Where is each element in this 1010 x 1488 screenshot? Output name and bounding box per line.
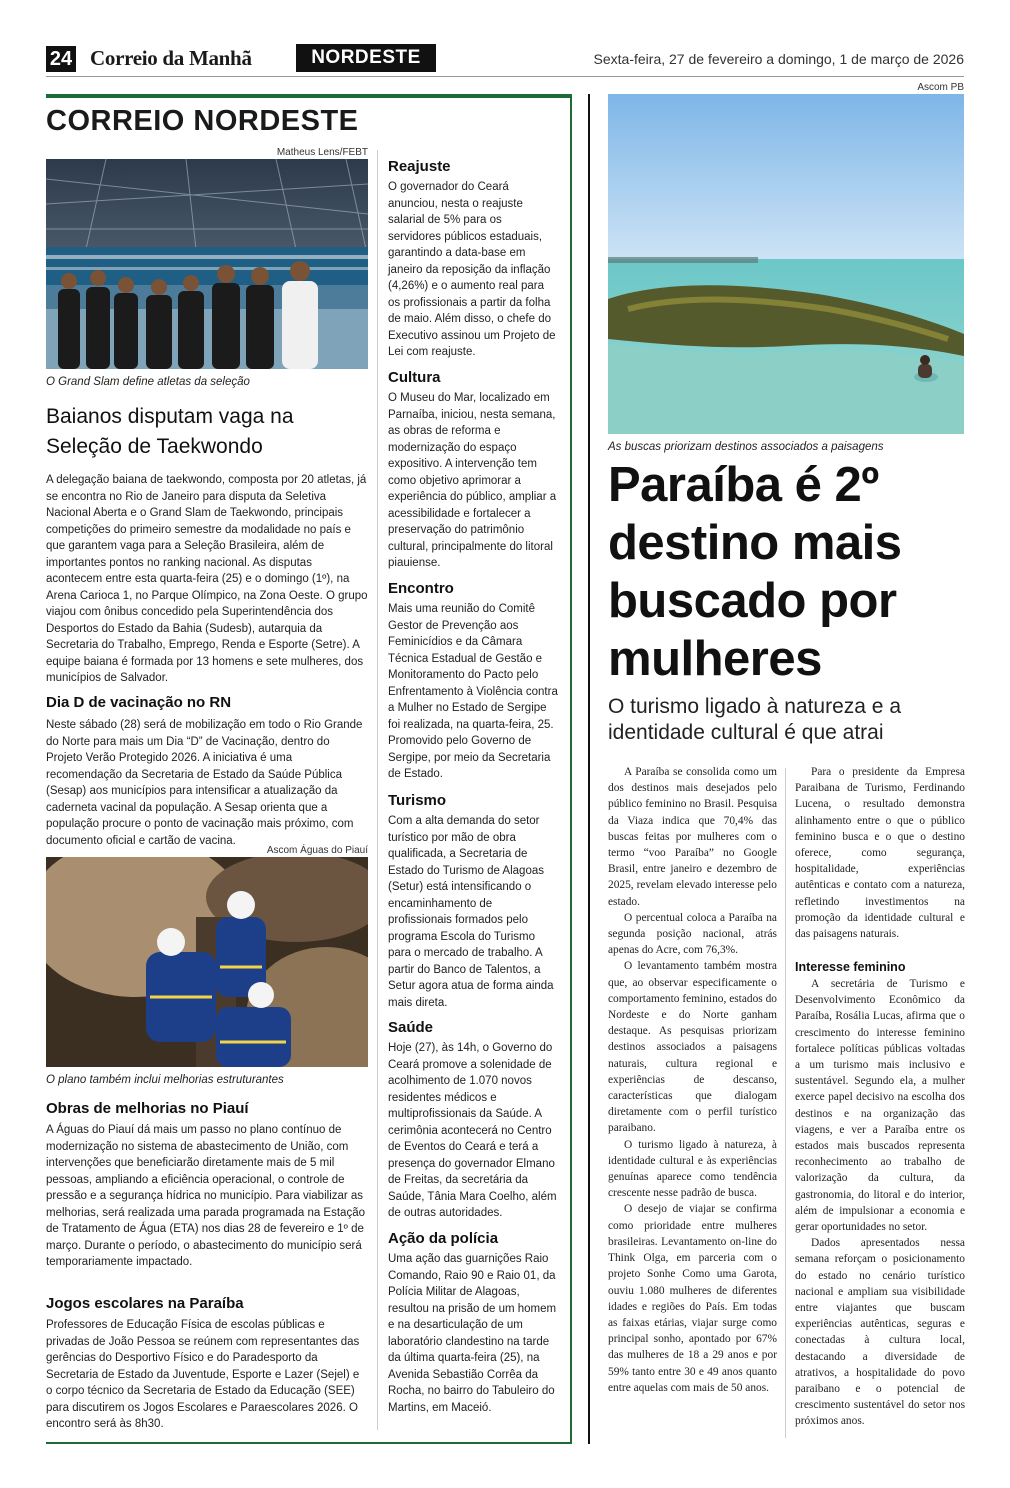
- header-rule: [46, 76, 964, 77]
- photo2-credit: Ascom Águas do Piauí: [266, 845, 368, 856]
- story-paragraph: O desejo de viajar se confirma como prioridade entre mulheres brasileiras. Levantamento on-line do Think Olga, em parceria com o projeto Sonhe Como uma Garota, ouviu 1.080 mulheres de diferentes idades e regiões do País. Em todas as faixas etárias, viajar surge como principal sonho, apontado por 67% das mulheres de 18 a 29 anos e por 59% tanto entre 30 e 49 anos quanto entre aquelas com mais de 50 anos.: [608, 1203, 777, 1394]
- story-paragraph: O levantamento também mostra que, ao observar especificamente o comportamento feminino, estados do Nordeste e do Norte ganham destaque. As pesquisas priorizam destinos associados a paisagens naturais, cultura regional e experiências de descanso, características que dialogam diretamente com o perfil turístico paraibano.: [608, 960, 777, 1135]
- brief-reajuste-body: O governador do Ceará anunciou, nesta o reajuste salarial de 5% para os servidores públicos estaduais, garantindo a data-base em janeiro da reposição da inflação (4,26%) e o aumento real para os profissionais a partir da folha de maio. Além disso, o chefe do Executivo assinou um Projeto de Lei com reajuste.: [388, 181, 556, 358]
- box-title: CORREIO NORDESTE: [46, 105, 359, 137]
- story-column-divider: [785, 768, 786, 1438]
- story-column-2a: [795, 764, 965, 942]
- brief-reajuste-title: Reajuste: [388, 158, 451, 175]
- brief-cultura-body: O Museu do Mar, localizado em Parnaíba, iniciou, nesta semana, as obras de reforma e modernização do espaço expositivo. A intervenção tem como objetivo aprimorar a experiência do público, ampliar a acessibilidade e fortalecer a preservação do patrimônio cultural, principalmente do litoral piauiense.: [388, 392, 557, 569]
- dateline: Sexta-feira, 27 de fevereiro a domingo, 1 de março de 2026: [593, 51, 964, 67]
- story-paragraph: O percentual coloca a Paraíba na segunda posição nacional, atrás apenas do Acre, com 76,3%.: [608, 911, 777, 957]
- main-subhead: O turismo ligado à natureza e a identidade cultural é que atrai: [608, 695, 901, 744]
- brief-turismo-title: Turismo: [388, 792, 447, 809]
- masthead: Correio da Manhã: [90, 46, 252, 70]
- water-works-photo: [46, 857, 368, 1067]
- jogos-headline: Jogos escolares na Paraíba: [46, 1295, 244, 1312]
- obras-body: A Águas do Piauí dá mais um passo no plano contínuo de modernização no sistema de abastecimento de União, com intervenções que beneficiarão diretamente mais de 5 mil pessoas, ampliando a eficiência operacional, o controle de pressão e a segurança hídrica no município. Para viabilizar as melhorias, será realizada uma parada programada na Estação de Tratamento de Água (ETA) nos dias 28 de fevereiro e 1º de março. Durante o período, o abastecimento do município será temporariamente impactado.: [46, 1124, 365, 1268]
- main-photo-credit: Ascom PB: [917, 82, 964, 93]
- vacinacao-body: Neste sábado (28) será de mobilização em todo o Rio Grande do Norte para mais um Dia “D” de Vacinação, dentro do Projeto Verão Protegido 2026. A iniciativa é uma recomendação da Secretaria de Estado da Saúde Pública (Sesap) aos municípios para intensificar a atualização da caderneta vacinal da população. A Sesap orienta que a população procure o ponto de vacinação mais próximo, com documento oficial e cartão de vacina.: [46, 719, 363, 847]
- column-divider: [377, 150, 378, 1430]
- obras-headline: Obras de melhorias no Piauí: [46, 1100, 249, 1117]
- story-rule: [588, 94, 590, 1444]
- story-column-2b: [795, 976, 965, 1430]
- page-number: 24: [46, 46, 76, 72]
- main-headline: Paraíba é 2º destino mais buscado por mulheres: [608, 458, 902, 686]
- brief-policia-body: Uma ação das guarnições Raio Comando, Raio 90 e Raio 01, da Polícia Militar de Alagoas, resultou na prisão de um homem e na desarticulação de um laboratório clandestino na tarde da última quarta-feira (25), na Avenida Sebastião Corrêa da Rocha, no bairro do Tabuleiro do Martins, em Maceió.: [388, 1253, 557, 1414]
- story-paragraph: A Paraíba se consolida como um dos destinos mais desejados pelo público feminino no Brasil. Pesquisa da Viaza indica que 70,4% das buscas feitas por mulheres com o termo “voo Paraíba” no Google Brasil, entre janeiro e dezembro de 2025, revelam elevado interesse pelo estado.: [608, 766, 777, 908]
- story-paragraph: O turismo ligado à natureza, à identidade cultural e às experiências genuínas aparece como tendência crescente nesse padrão de busca.: [608, 1138, 777, 1200]
- section-tag: NORDESTE: [296, 44, 436, 72]
- brief-turismo-body: Com a alta demanda do setor turístico por mão de obra qualificada, a Secretaria de Estado do Turismo de Alagoas (Setur) está intensificando o encaminhamento de profissionais formados pelo programa Escola do Turismo para o mercado de trabalho. A partir do Banco de Talentos, a Setur agora atua de forma ainda mais direta.: [388, 815, 554, 1009]
- photo1-credit: Matheus Lens/FEBT: [276, 147, 368, 158]
- photo1-caption: O Grand Slam define atletas da seleção: [46, 376, 250, 388]
- brief-encontro-title: Encontro: [388, 580, 454, 597]
- lead-headline: Baianos disputam vaga na Seleção de Taekwondo: [46, 405, 294, 458]
- brief-encontro-body: Mais uma reunião do Comitê Gestor de Prevenção aos Feminicídios e da Câmara Técnica Estadual de Gestão e Monitoramento do Pacto pelo Enfrentamento à Violência contra a Mulher no Estado de Sergipe foi realizada, na quarta-feira, 25. Promovido pelo Governo de Sergipe, por meio da Secretaria de Estado.: [388, 603, 558, 780]
- story-paragraph: Dados apresentados nessa semana reforçam o posicionamento do estado no cenário turístico nacional e ampliam sua visibilidade entre viajantes que buscam experiências autênticas, seguras e conectadas à cultura local, destacando a diversidade de atrativos, a hospitalidade do povo paraibano e o potencial de crescimento sustentável do setor nos próximos anos.: [795, 1237, 965, 1428]
- story-paragraph: Para o presidente da Empresa Paraibana de Turismo, Ferdinando Lucena, o resultado demonstra alinhamento entre o que o público feminino busca e o que o destino oferece, como segurança, hospitalidade, experiências autênticas e contato com a natureza, refletindo investimentos na promoção da identidade cultural e das paisagens naturais.: [795, 766, 965, 941]
- story-paragraph: A secretária de Turismo e Desenvolvimento Econômico da Paraíba, Rosália Lucas, afirma que o crescimento do interesse feminino fortalece políticas públicas voltadas a um turismo mais inclusivo e sustentável. Segundo ela, a mulher exerce papel decisivo na escolha dos destinos e na organização das viagens, e ver a Paraíba entre os estados mais buscados representa reconhecimento ao trabalho de valorização da cultura, da gastronomia, do litoral e do interior, além de impulsionar a economia e gerar oportunidades no setor.: [795, 978, 965, 1234]
- beach-photo: [608, 94, 964, 434]
- story-column-1: [608, 764, 777, 1396]
- main-photo-caption: As buscas priorizam destinos associados a paisagens: [608, 441, 884, 453]
- brief-cultura-title: Cultura: [388, 369, 441, 386]
- brief-policia-title: Ação da polícia: [388, 1230, 499, 1247]
- brief-saude-title: Saúde: [388, 1019, 434, 1036]
- brief-saude-body: Hoje (27), às 14h, o Governo do Ceará promove a solenidade de acolhimento de 1.070 novos residentes médicos e multiprofissionais da Saúde. A cerimônia acontecerá no Centro de Eventos do Ceará e terá a presença do governador Elmano de Freitas, da secretária da Saúde, Tânia Mara Coelho, além de outras autoridades.: [388, 1042, 557, 1219]
- interest-subhead: Interesse feminino: [795, 960, 906, 974]
- lead-body: A delegação baiana de taekwondo, composta por 20 atletas, já se encontra no Rio de Janeiro para disputa da Seletiva Nacional Aberta e o Grand Slam de Taekwondo, principais competições do primeiro semestre da modalidade no país e que garantem vaga para a Seleção Brasileira, além de importantes pontos no ranking nacional. As disputas acontecem entre esta quarta-feira (25) e o domingo (1º), na Arena Carioca 1, no Parque Olímpico, na Zona Oeste. O grupo viajou com ônibus concedido pela Superintendência dos Desportos do Estado da Bahia (Sudesb), autarquia da Secretaria do Trabalho, Emprego, Renda e Esporte (Setre). A equipe baiana é formada por 13 homens e sete mulheres, dos municípios de Salvador.: [46, 474, 368, 684]
- taekwondo-photo: [46, 159, 368, 369]
- vacinacao-headline: Dia D de vacinação no RN: [46, 694, 232, 711]
- photo2-caption: O plano também inclui melhorias estruturantes: [46, 1074, 284, 1086]
- jogos-body: Professores de Educação Física de escolas públicas e privadas de João Pessoa se reúnem com representantes das gerências do Desportivo Físico e do Paradesporto da Secretaria de Estado da Juventude, Esporte e Lazer (Sejel) e o corpo técnico da Secretaria de Estado da Educação (SEE) para discutirem os Jogos Escolares e Paraescolares 2026. O encontro será às 8h30.: [46, 1319, 360, 1430]
